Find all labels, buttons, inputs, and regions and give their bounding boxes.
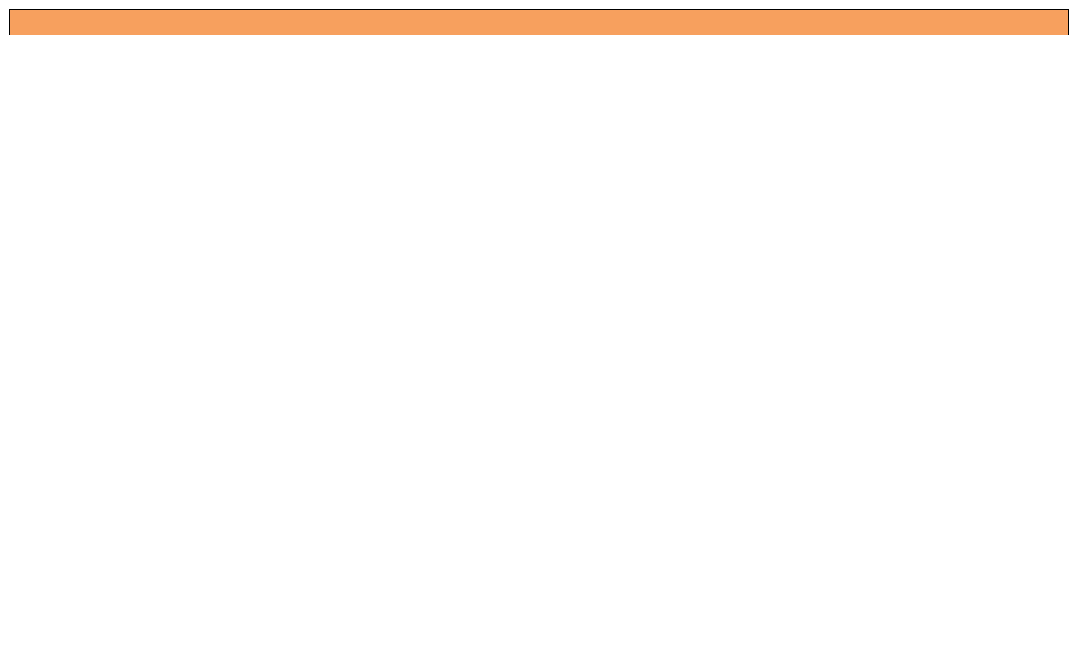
assay-sheet: [9, 9, 1069, 35]
sheet-title: [9, 9, 1069, 35]
